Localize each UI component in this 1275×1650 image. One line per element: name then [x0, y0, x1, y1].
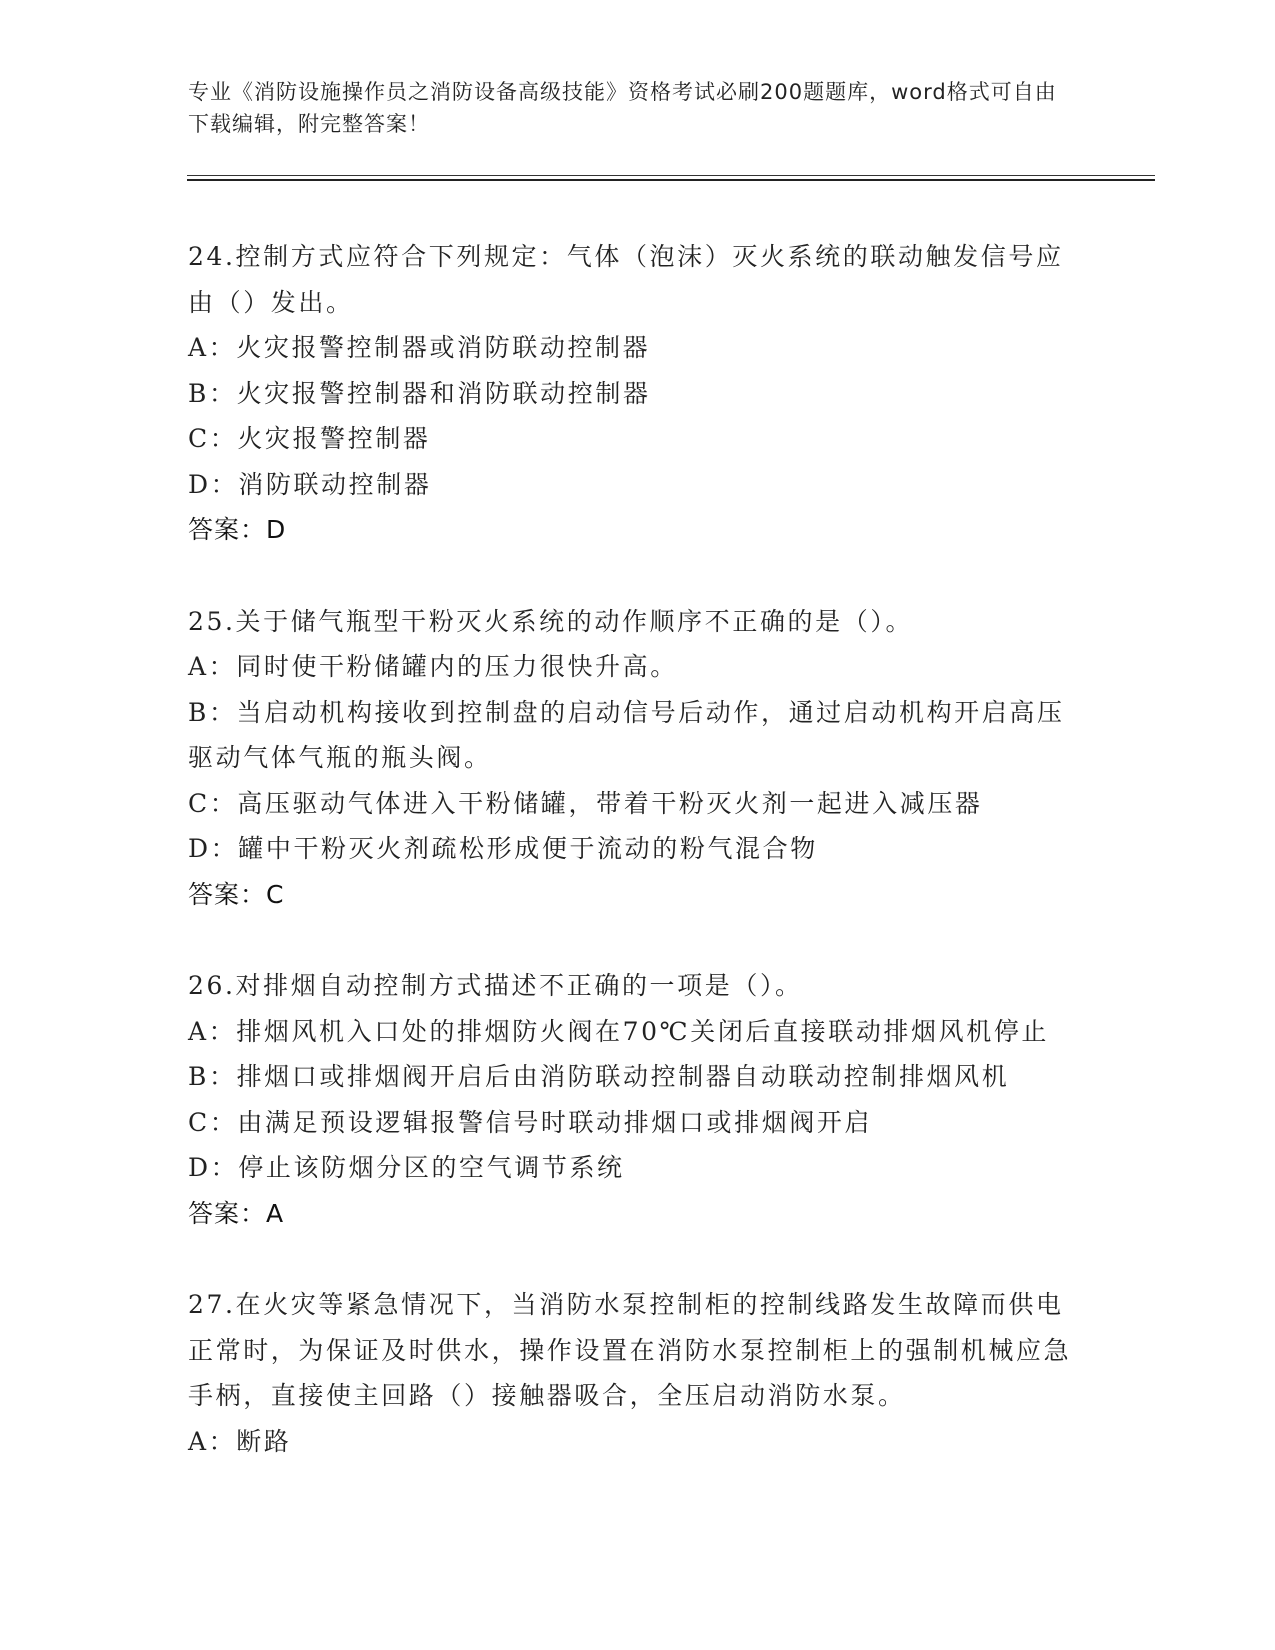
question-27 [188, 1282, 1088, 1464]
option-d: D：消防联动控制器 [188, 469, 432, 499]
question-spacer [188, 553, 1088, 599]
question-list [188, 234, 1088, 1464]
answer: 答案：C [188, 879, 285, 909]
option-b: B：排烟口或排烟阀开启后由消防联动控制器自动联动控制排烟风机 [188, 1062, 1010, 1091]
question-spacer [188, 917, 1088, 963]
question-stem: 26.对排烟自动控制方式描述不正确的一项是（）。 [188, 971, 803, 1000]
question-26 [188, 963, 1088, 1236]
option-c: C：由满足预设逻辑报警信号时联动排烟口或排烟阀开启 [188, 1107, 873, 1137]
option-b: B：当启动机构接收到控制盘的启动信号后动作，通过启动机构开启高压驱动气体气瓶的瓶头阀。 [188, 697, 1065, 772]
document-header: 专业《消防设施操作员之消防设备高级技能》资格考试必刷200题题库，word格式可自由下载编辑，附完整答案！ [188, 80, 1057, 136]
option-a: A：火灾报警控制器或消防联动控制器 [188, 333, 651, 362]
option-a: A：断路 [188, 1426, 292, 1456]
option-d: D：停止该防烟分区的空气调节系统 [188, 1153, 625, 1182]
question-spacer [188, 1236, 1088, 1282]
answer: 答案：A [188, 1198, 285, 1228]
option-a: A：同时使干粉储罐内的压力很快升高。 [188, 652, 678, 681]
question-24 [188, 234, 1088, 553]
header-divider-thick [187, 179, 1155, 181]
question-25 [188, 599, 1088, 918]
answer: 答案：D [188, 515, 287, 544]
option-c: C：高压驱动气体进入干粉储罐，带着干粉灭火剂一起进入减压器 [188, 788, 983, 818]
option-d: D：罐中干粉灭火剂疏松形成便于流动的粉气混合物 [188, 834, 818, 863]
header-divider-thin [187, 175, 1155, 176]
question-stem: 25.关于储气瓶型干粉灭火系统的动作顺序不正确的是（）。 [188, 606, 914, 636]
question-stem: 24.控制方式应符合下列规定：气体（泡沫）灭火系统的联动触发信号应由（）发出。 [188, 242, 1064, 317]
option-b: B：火灾报警控制器和消防联动控制器 [188, 378, 651, 408]
option-a: A：排烟风机入口处的排烟防火阀在70℃关闭后直接联动排烟风机停止 [188, 1016, 1050, 1046]
option-c: C：火灾报警控制器 [188, 424, 431, 453]
question-stem: 27.在火灾等紧急情况下，当消防水泵控制柜的控制线路发生故障而供电正常时，为保证及时供水，操作设置在消防水泵控制柜上的强制机械应急手柄，直接使主回路（）接触器吸合，全压启动消防水泵。 [188, 1290, 1072, 1410]
